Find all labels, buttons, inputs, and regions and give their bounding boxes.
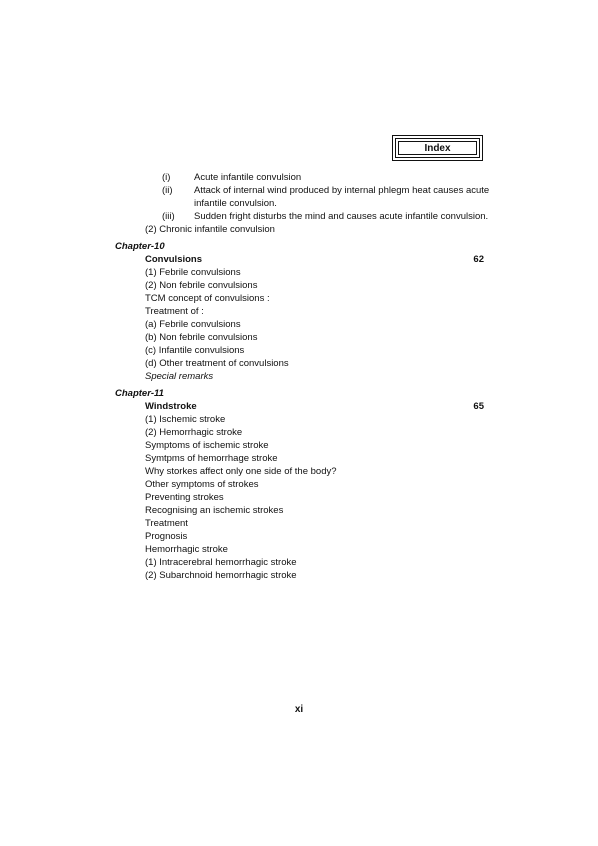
- chapter-11-label: Chapter-11: [115, 388, 164, 399]
- page-number: xi: [294, 704, 304, 715]
- toc-entry: Other symptoms of strokes: [145, 479, 259, 490]
- list-item-continuation: infantile convulsion.: [194, 198, 277, 209]
- toc-entry: Treatment: [145, 518, 188, 529]
- index-label: Index: [398, 141, 477, 155]
- toc-entry: TCM concept of convulsions :: [145, 293, 270, 304]
- toc-entry: Recognising an ischemic strokes: [145, 505, 284, 516]
- index-box-inner: [395, 138, 480, 158]
- toc-entry: Symtpms of hemorrhage stroke: [145, 453, 278, 464]
- chapter-10-label: Chapter-10: [115, 241, 165, 252]
- toc-entry: (2) Non febrile convulsions: [145, 280, 258, 291]
- toc-entry: (a) Febrile convulsions: [145, 319, 241, 330]
- index-header-box: [392, 135, 483, 161]
- toc-entry: (c) Infantile convulsions: [145, 345, 245, 356]
- toc-entry: (1) Febrile convulsions: [145, 267, 241, 278]
- toc-entry: (d) Other treatment of convulsions: [145, 358, 289, 369]
- list-marker: (ii): [162, 185, 173, 196]
- list-item: Sudden fright disturbs the mind and causes acute infantile convulsion.: [194, 211, 489, 222]
- list-item-chronic: (2) Chronic infantile convulsion: [145, 224, 275, 235]
- chapter-11-title: Windstroke: [145, 401, 197, 412]
- toc-entry: Treatment of :: [145, 306, 204, 317]
- list-marker: (iii): [162, 211, 175, 222]
- toc-entry: (1) Intracerebral hemorrhagic stroke: [145, 557, 297, 568]
- chapter-10-page: 62: [473, 254, 484, 265]
- list-item: Attack of internal wind produced by internal phlegm heat causes acute: [194, 185, 490, 196]
- toc-entry: Symptoms of ischemic stroke: [145, 440, 269, 451]
- chapter-11-page: 65: [473, 401, 484, 412]
- toc-entry: (1) Ischemic stroke: [145, 414, 226, 425]
- toc-entry: Why storkes affect only one side of the body?: [145, 466, 337, 477]
- toc-entry: Hemorrhagic stroke: [145, 544, 228, 555]
- toc-entry: Prognosis: [145, 531, 188, 542]
- list-item: Acute infantile convulsion: [194, 172, 302, 183]
- list-marker: (i): [162, 172, 171, 183]
- toc-entry: Preventing strokes: [145, 492, 224, 503]
- toc-entry-special: Special remarks: [145, 371, 214, 382]
- toc-entry: (b) Non febrile convulsions: [145, 332, 258, 343]
- toc-entry: (2) Hemorrhagic stroke: [145, 427, 243, 438]
- chapter-10-title: Convulsions: [145, 254, 203, 265]
- toc-entry: (2) Subarchnoid hemorrhagic stroke: [145, 570, 297, 581]
